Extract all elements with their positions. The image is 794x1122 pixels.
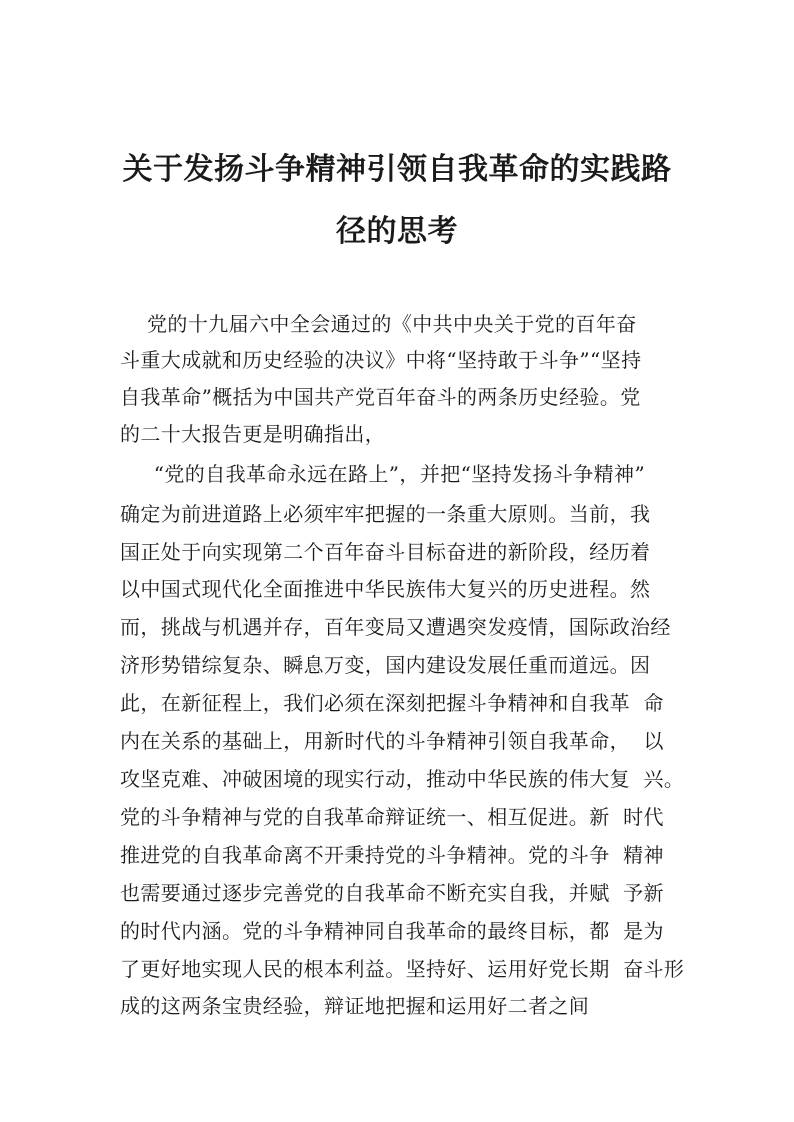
body-line-2: 斗重大成就和历史经验的决议》中将“坚持敢于斗争”“坚持 [120,348,642,372]
body-line-14: 党的斗争精神与党的自我革命辩证统一、相互促进。新 时代 [120,805,664,829]
body-line-8: 以中国式现代化全面推进中华民族伟大复兴的历史进程。然 [120,577,651,601]
body-line-10: 济形势错综复杂、瞬息万变，国内建设发展任重而道远。因 [120,653,651,677]
body-line-3: 自我革命”概括为中国共产党百年奋斗的两条历史经验。党 [120,385,641,409]
body-line-13: 攻坚克难、冲破困境的现实行动，推动中华民族的伟大复 兴。 [120,767,685,791]
body-line-5: “党的自我革命永远在路上”，并把“坚持发扬斗争精神” [120,462,646,486]
body-line-19: 成的这两条宝贵经验，辩证地把握和运用好二者之间 [120,994,590,1018]
body-line-7: 国正处于向实现第二个百年奋斗目标奋进的新阶段，经历着 [120,540,651,564]
document-title-line-2: 径的思考 [336,214,458,249]
body-line-9: 而，挑战与机遇并存，百年变局又遭遇突发疫情，国际政治经 [120,615,671,639]
body-line-6: 确定为前进道路上必须牢牢把握的一条重大原则。当前，我 [120,502,651,526]
body-line-1: 党的十九届六中全会通过的《中共中央关于党的百年奋 [120,312,637,336]
body-line-15: 推进党的自我革命离不开秉持党的斗争精神。党的斗争 精神 [120,843,664,867]
body-line-18: 了更好地实现人民的根本利益。坚持好、运用好党长期 奋斗形 [120,957,685,981]
body-line-11: 此，在新征程上，我们必须在深刻把握斗争精神和自我革 命 [120,691,664,715]
body-line-12: 内在关系的基础上，用新时代的斗争精神引领自我革命， 以 [120,729,664,753]
document-title-line-1: 关于发扬斗争精神引领自我革命的实践路 [122,152,672,187]
body-line-17: 的时代内涵。党的斗争精神同自我革命的最终目标，都 是为 [120,919,664,943]
body-line-16: 也需要通过逐步完善党的自我革命不断充实自我，并赋 予新 [120,881,664,905]
body-line-4: 的二十大报告更是明确指出， [120,422,386,446]
